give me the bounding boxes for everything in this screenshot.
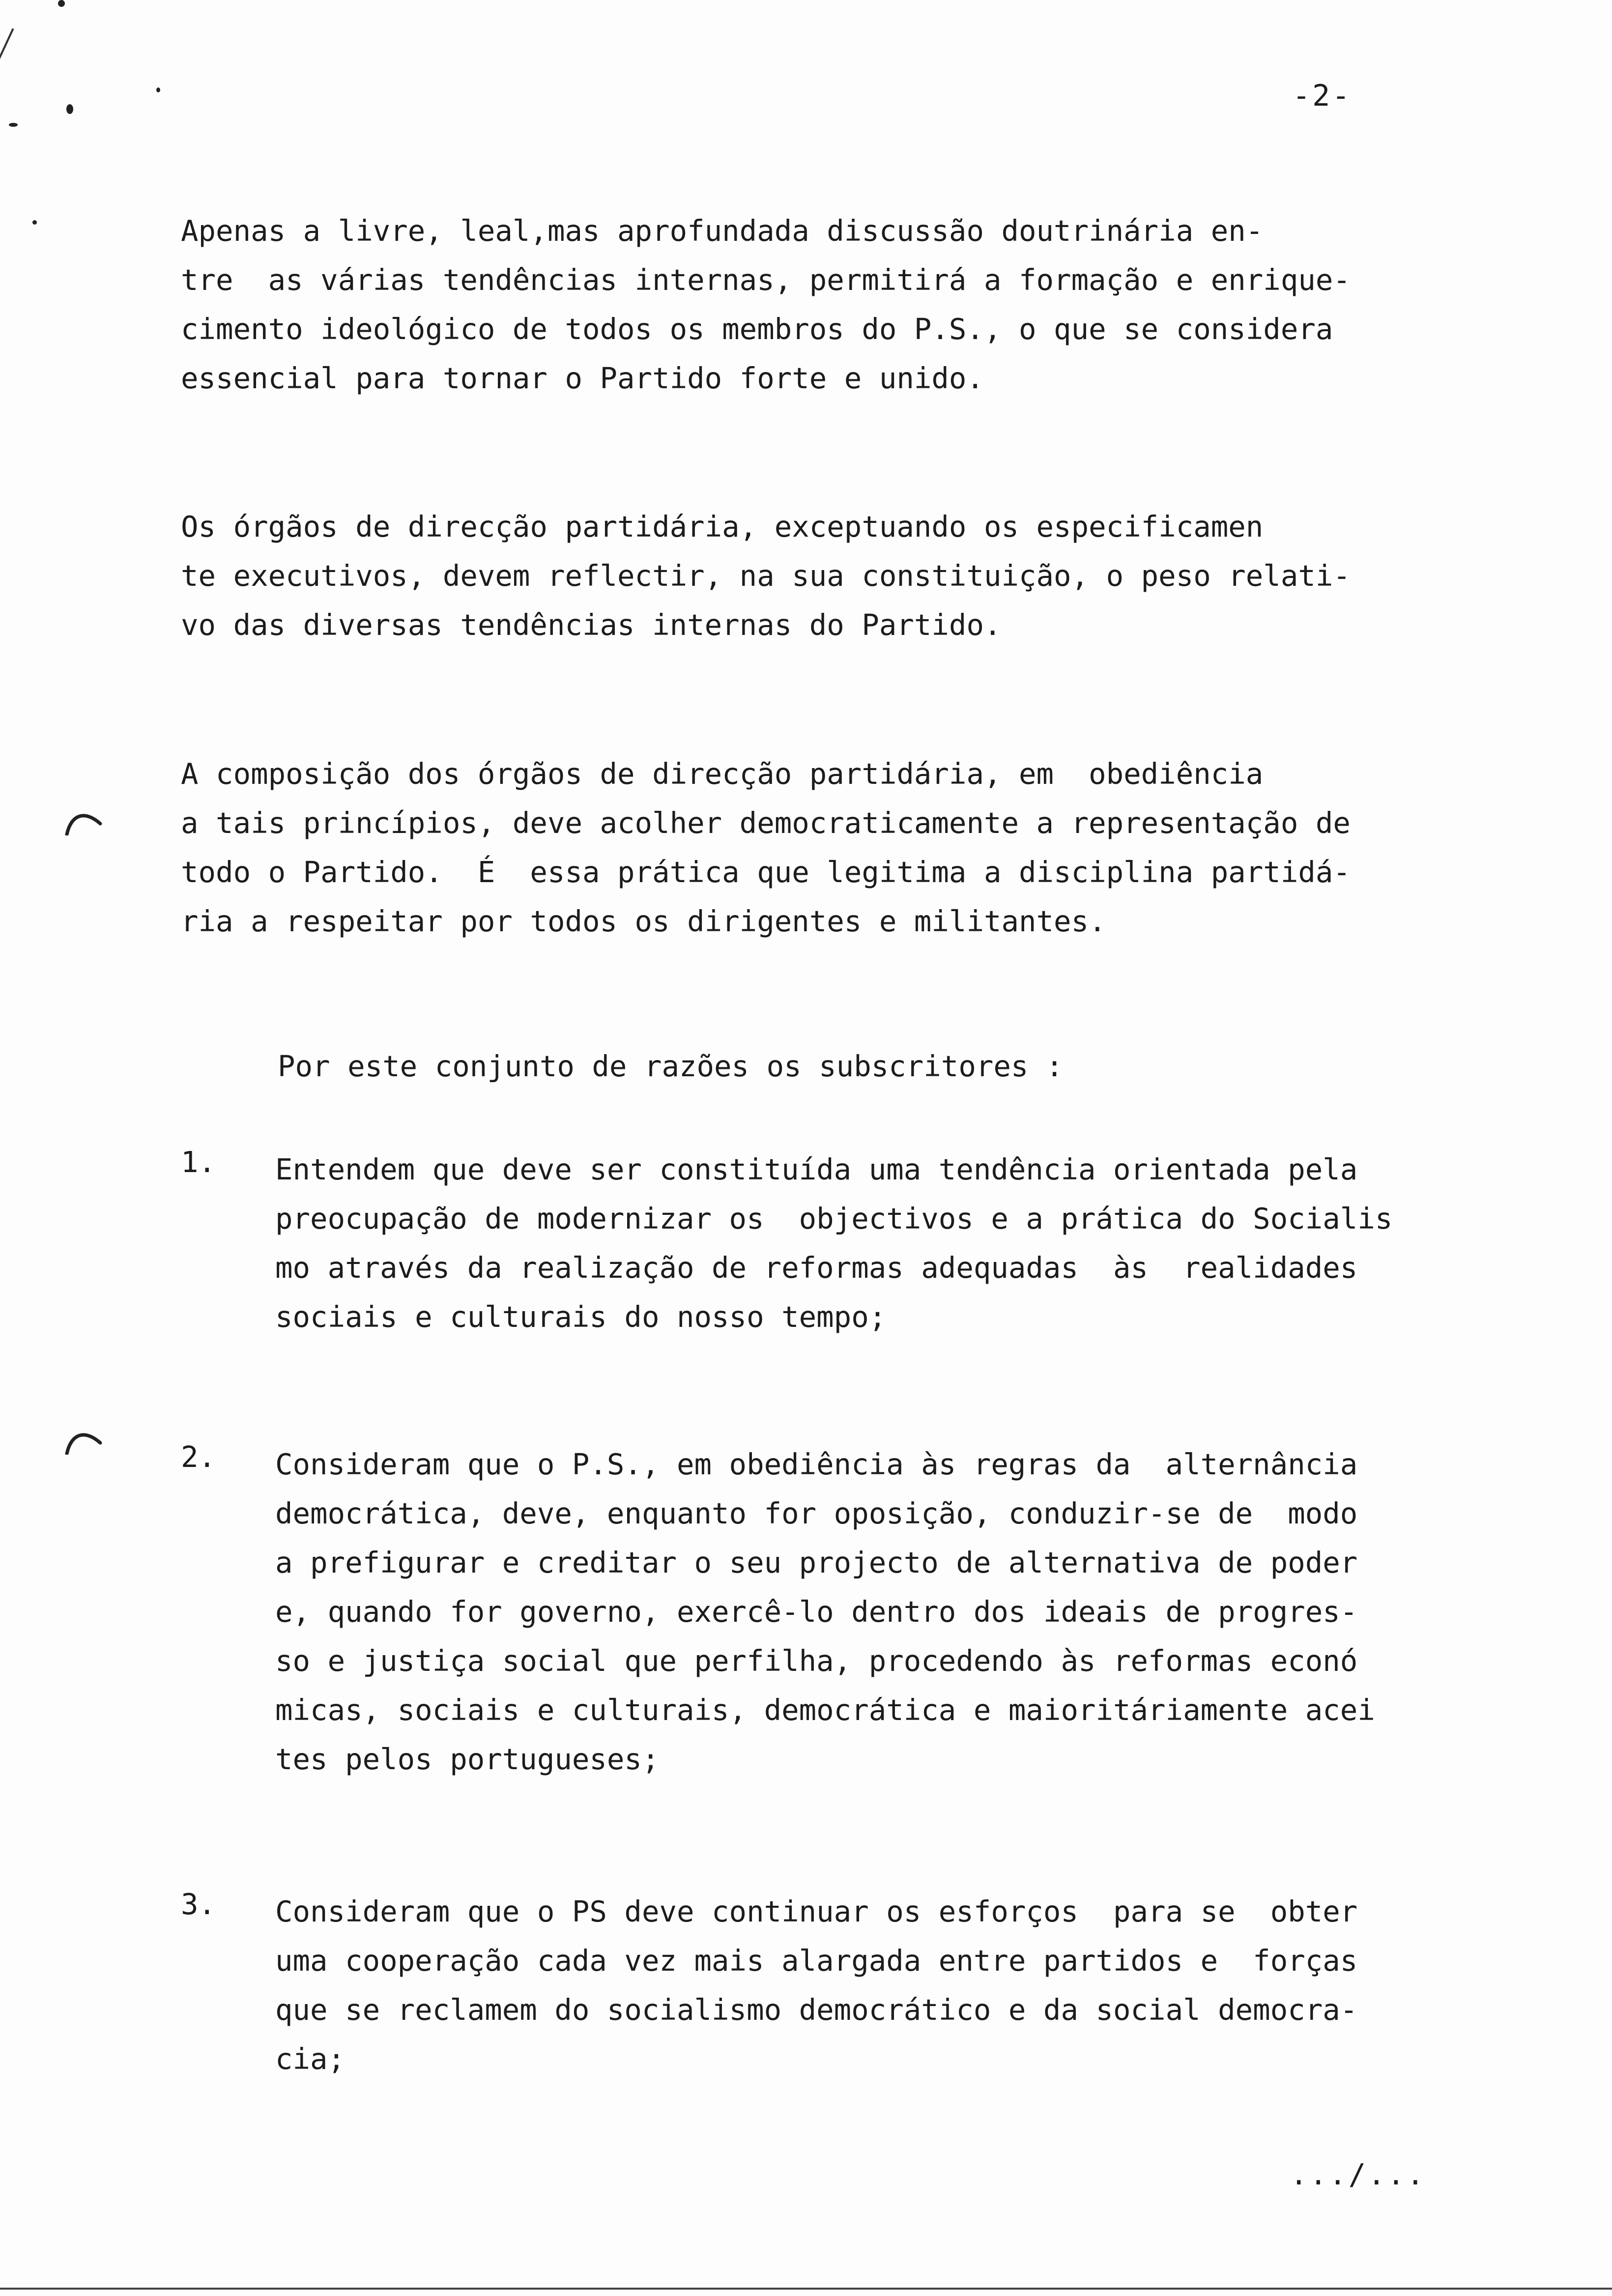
scan-stroke [0,28,14,60]
list-item-number: 3. [181,1887,216,1921]
margin-punch-mark-icon [64,1425,103,1455]
scan-speck [58,0,65,7]
list-item-text: Consideram que o P.S., em obediência às regras da alternância democrática, deve, enquanto for oposição, conduzir-se de modo a prefigurar e creditar o seu projecto de alternativa de poder e, quando for governo, exercê-lo dentro dos ideais de progres- so e justiça social que perfilha, procedendo às reformas econó micas, sociais e culturais, democrática e maioritáriamente acei tes pelos portugueses; [275,1447,1375,1776]
scan-speck [9,123,18,127]
continuation-marker: .../... [1290,2157,1426,2191]
list-item-text: Entendem que deve ser constituída uma tendência orientada pela preocupação de modernizar os objectivos e a prática do Socialis mo através da realização de reformas adequadas às realidades sociais e culturais do nosso tempo; [275,1152,1393,1334]
list-item-number: 2. [181,1440,216,1474]
page-bottom-rule [0,2288,1612,2290]
list-intro: Por este conjunto de razões os subscritores : [278,1049,1064,1083]
list-item-text: Consideram que o PS deve continuar os esforços para se obter uma cooperação cada vez mais alargada entre partidos e forças que se reclamem do socialismo democrático e da social democra- cia; [275,1894,1358,2076]
scan-speck [32,220,37,225]
scan-speck [66,104,73,114]
list-item-number: 1. [181,1145,216,1179]
page-number: -2- [1293,79,1352,113]
margin-punch-mark-icon [64,806,103,835]
paragraph: Os órgãos de direcção partidária, exceptuando os especificamen te executivos, devem reflectir, na sua constituição, o peso relati- vo das diversas tendências internas do Partido. [181,510,1351,642]
paragraph: A composição dos órgãos de direcção partidária, em obediência a tais princípios, deve acolher democraticamente a representação de todo o Partido. É essa prática que legitima a disciplina partidá- ria a respeitar por todos os dirigentes e militantes. [181,757,1351,938]
scan-speck [156,87,160,92]
paragraph: Apenas a livre, leal,mas aprofundada discussão doutrinária en- tre as várias tendências internas, permitirá a formação e enrique- cimento ideológico de todos os membros do P.S., o que se considera essencial para tornar o Partido forte e unido. [181,214,1351,395]
